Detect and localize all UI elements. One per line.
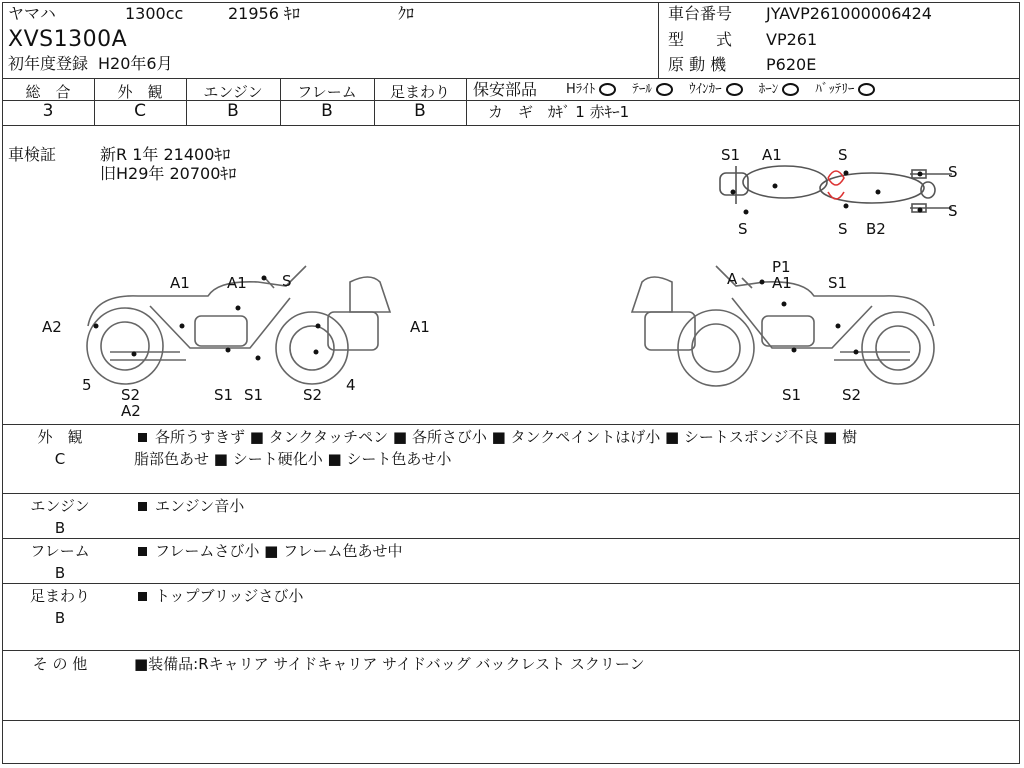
ok-circle-icon: [726, 83, 743, 96]
left-label-s2: S2: [303, 386, 323, 404]
first-registration-label: 初年度登録: [8, 54, 89, 73]
right-label-s2: S2: [842, 386, 862, 404]
left-label-a1: A1: [227, 274, 247, 292]
exterior-section-label: [10, 426, 110, 470]
suspension-grade-value: B: [414, 101, 426, 121]
maker: ヤマハ: [8, 4, 56, 23]
left-label-s: S: [282, 272, 292, 290]
other-section-label: [10, 653, 110, 675]
right-label-a1: A1: [772, 274, 792, 292]
exterior-grade: C: [54, 450, 66, 468]
bullet-icon: [138, 592, 147, 601]
top-label-s1: S1: [721, 146, 741, 164]
section-divider: [2, 493, 1020, 494]
frame-grade-label: フレーム: [297, 83, 357, 101]
winker-label: ｳｲﾝｶｰ: [689, 82, 722, 97]
overall-grade-label: 総 合: [25, 83, 71, 101]
right-label-p1: P1: [772, 258, 791, 276]
ok-circle-icon: [656, 83, 673, 96]
frame-notes: [134, 540, 403, 562]
horn-label: ﾎｰﾝ: [758, 82, 779, 97]
grade-table-top: [2, 78, 1020, 79]
left-label-5: 5: [82, 376, 92, 394]
frame-grade: B: [54, 564, 66, 582]
right-label-s1: S1: [828, 274, 848, 292]
exterior-items: 各所うすきず ■ タンクタッチペン ■ 各所さび小 ■ タンクペイントはげ小 ■ シートスポンジ不良 ■ 樹: [155, 428, 858, 446]
inspection-old: 旧H29年 20700ｷﾛ: [100, 164, 237, 183]
frame-items: フレームさび小 ■ フレーム色あせ中: [155, 542, 403, 560]
mileage: 21956 ｷﾛ: [228, 4, 300, 23]
right-label-s1: S1: [782, 386, 802, 404]
section-divider: [2, 424, 1020, 425]
engine-model-label: 原 動 機: [668, 55, 727, 74]
displacement: 1300cc: [125, 4, 184, 23]
top-view-motorcycle: [720, 166, 952, 212]
battery-label: ﾊﾞｯﾃﾘｰ: [815, 82, 855, 97]
type-label: 型 式: [668, 30, 733, 49]
suspension-grade-label: 足まわり: [389, 83, 450, 101]
engine-items: エンジン音小: [155, 497, 245, 515]
headlight-label: Hﾗｲﾄ: [566, 82, 596, 97]
left-label-a1: A1: [410, 318, 430, 336]
other-notes: ■装備品:Rキャリア サイドキャリア サイドバッグ バックレスト スクリーン: [134, 655, 645, 673]
safety-items: [566, 82, 887, 98]
left-label-a1: A1: [170, 274, 190, 292]
engine-grade-label: エンジン: [203, 83, 263, 101]
left-label-a2: A2: [121, 402, 141, 420]
frame-number-label: 車台番号: [668, 4, 733, 23]
engine-section-label: [10, 495, 110, 539]
top-label-s: S: [838, 146, 848, 164]
top-label-s: S: [838, 220, 848, 238]
section-divider: [2, 650, 1020, 651]
first-registration-value: H20年6月: [98, 54, 173, 73]
suspension-items: トップブリッジさび小: [155, 587, 304, 605]
exterior-label: 外 観: [37, 428, 83, 446]
left-label-s1: S1: [244, 386, 264, 404]
engine-notes: [134, 495, 244, 517]
right-side-labels: [727, 258, 861, 404]
safety-parts-label: 保安部品: [473, 80, 538, 99]
engine-grade-value: B: [227, 101, 239, 121]
left-label-a2: A2: [42, 318, 62, 336]
exterior-grade-value: C: [134, 101, 146, 121]
frame-grade-value: B: [321, 101, 333, 121]
exterior-notes: [134, 426, 857, 470]
keys-info: カ ギ ｶｷﾞ 1 赤ｷｰ1: [488, 103, 630, 121]
grade-col-divider: [466, 78, 467, 125]
header-divider: [658, 2, 659, 78]
suspension-notes: [134, 585, 303, 607]
top-view-marks: [731, 171, 923, 215]
section-divider: [2, 583, 1020, 584]
suspension-section-label: [10, 585, 110, 629]
color: ｸﾛ: [398, 4, 415, 23]
type-value: VP261: [766, 30, 818, 49]
safety-line: [466, 100, 1020, 101]
frame-label: フレーム: [30, 542, 90, 560]
taillight-label: ﾃｰﾙ: [632, 82, 652, 97]
exterior-grade-label: 外 観: [117, 83, 163, 101]
other-label: そ の 他: [32, 655, 88, 673]
inspection-new: 新R 1年 21400ｷﾛ: [100, 145, 231, 164]
engine-grade: B: [54, 519, 66, 537]
engine-label: エンジン: [30, 497, 90, 515]
top-label-b2: B2: [866, 220, 886, 238]
exterior-items-cont: 脂部色あせ ■ シート硬化小 ■ シート色あせ小: [134, 450, 452, 468]
section-divider: [2, 538, 1020, 539]
damage-diagram: [0, 126, 1024, 424]
top-label-a1: A1: [762, 146, 782, 164]
left-label-4: 4: [346, 376, 356, 394]
section-divider: [2, 720, 1020, 721]
ok-circle-icon: [782, 83, 799, 96]
engine-model-value: P620E: [766, 55, 817, 74]
model-name: XVS1300A: [8, 27, 128, 52]
frame-section-label: [10, 540, 110, 584]
top-label-s: S: [948, 202, 958, 220]
bullet-icon: [138, 433, 147, 442]
overall-grade-value: 3: [42, 101, 54, 121]
bullet-icon: [138, 547, 147, 556]
left-label-s1: S1: [214, 386, 234, 404]
bullet-icon: [138, 502, 147, 511]
ok-circle-icon: [858, 83, 875, 96]
suspension-label: 足まわり: [29, 587, 90, 605]
frame-number-value: JYAVP261000006424: [766, 4, 932, 23]
top-label-s: S: [948, 163, 958, 181]
suspension-grade: B: [54, 609, 66, 627]
ok-circle-icon: [599, 83, 616, 96]
left-label-s2: S2: [121, 386, 141, 404]
top-label-s: S: [738, 220, 748, 238]
inspection-label: 車検証: [8, 145, 57, 164]
right-label-a: A: [727, 270, 738, 288]
